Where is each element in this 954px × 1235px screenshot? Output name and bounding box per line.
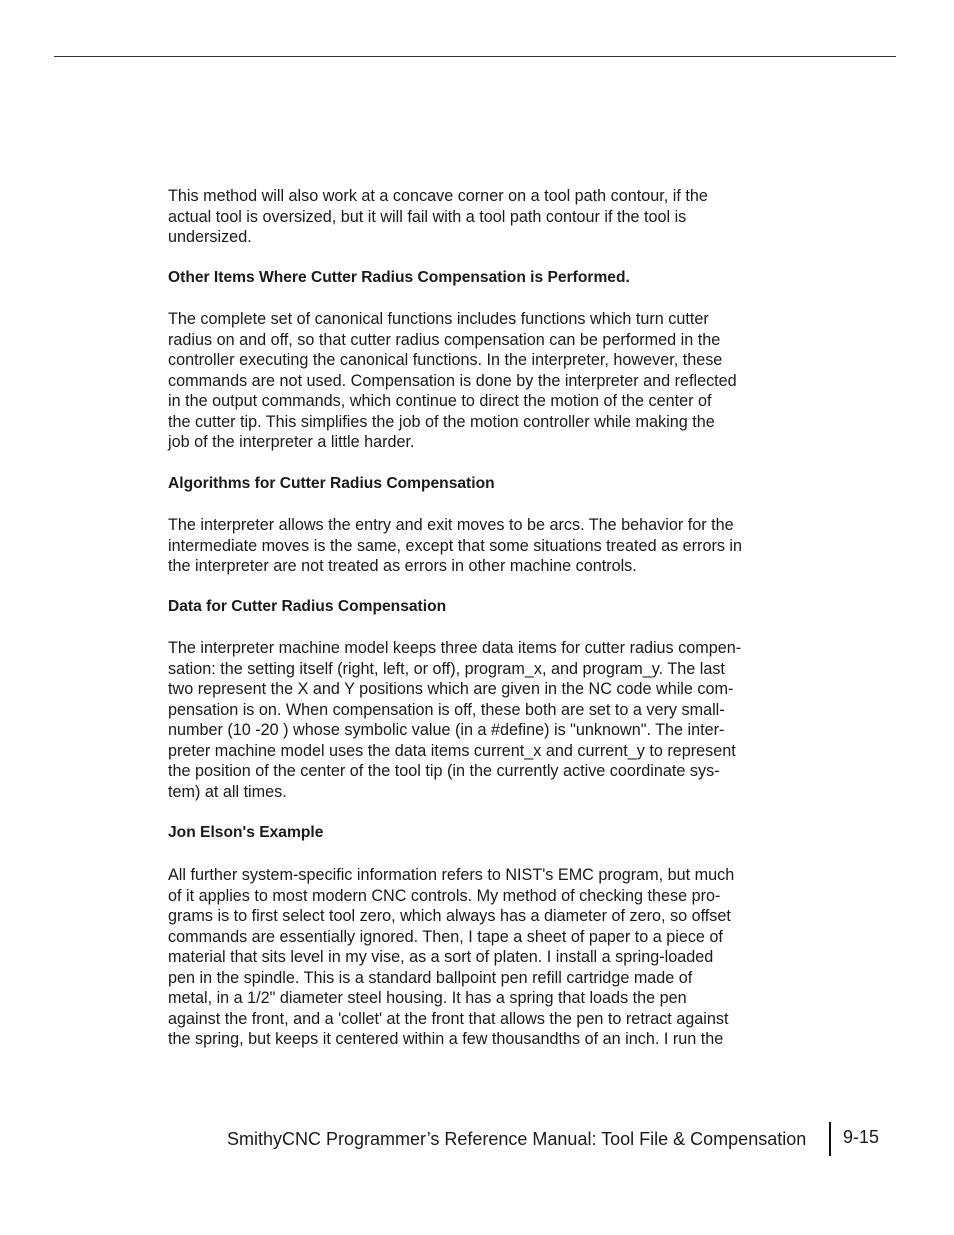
text-line: sation: the setting itself (right, left, or off), program_x, and program_y. The last <box>168 659 725 678</box>
heading-algorithms: Algorithms for Cutter Radius Compensation <box>168 475 495 492</box>
header-rule <box>54 56 896 57</box>
text-line: actual tool is oversized, but it will fail with a tool path contour if the tool is <box>168 207 687 226</box>
text-line: radius on and off, so that cutter radius compensation can be performed in the <box>168 330 721 349</box>
text-line: metal, in a 1/2" diameter steel housing. It has a spring that loads the pen <box>168 989 687 1007</box>
paragraph-concave-corner <box>168 186 708 248</box>
footer-divider <box>829 1122 831 1156</box>
page-number: 9-15 <box>843 1127 880 1147</box>
text-line: undersized. <box>168 228 252 246</box>
text-line: commands are essentially ignored. Then, I tape a sheet of paper to a piece of <box>168 927 723 946</box>
text-line: The complete set of canonical functions includes functions which turn cutter <box>168 310 709 328</box>
text-line: the interpreter are not treated as errors in other machine controls. <box>168 557 637 575</box>
text-line: two represent the X and Y positions which are given in the NC code while com- <box>168 680 734 698</box>
text-line: against the front, and a 'collet' at the front that allows the pen to retract against <box>168 1009 729 1028</box>
text-line: The interpreter machine model keeps three data items for cutter radius compen- <box>168 639 742 657</box>
text-line: The interpreter allows the entry and exit moves to be arcs. The behavior for the <box>168 516 734 534</box>
text-line: controller executing the canonical functions. In the interpreter, however, these <box>168 351 723 369</box>
paragraph-algorithms <box>168 515 742 577</box>
text-line: job of the interpreter a little harder. <box>168 433 415 451</box>
footer-title: SmithyCNC Programmer’s Reference Manual: Tool File & Compensation <box>227 1129 807 1149</box>
text-line: of it applies to most modern CNC controls. My method of checking these pro- <box>168 886 721 905</box>
heading-other-items: Other Items Where Cutter Radius Compensation is Performed. <box>168 269 630 286</box>
text-line: intermediate moves is the same, except that some situations treated as errors in <box>168 536 743 555</box>
text-line: pen in the spindle. This is a standard ballpoint pen refill cartridge made of <box>168 968 693 987</box>
text-line: the spring, but keeps it centered within a few thousandths of an inch. I run the <box>168 1030 724 1048</box>
heading-jon-elson: Jon Elson's Example <box>168 824 324 841</box>
text-line: the position of the center of the tool tip (in the currently active coordinate sys- <box>168 762 720 780</box>
text-line: preter machine model uses the data items current_x and current_y to represent <box>168 741 736 760</box>
text-line: pensation is on. When compensation is off, these both are set to a very small- <box>168 700 725 719</box>
heading-data: Data for Cutter Radius Compensation <box>168 598 447 615</box>
text-line: material that sits level in my vise, as a sort of platen. I install a spring-loaded <box>168 948 714 966</box>
text-line: number (10 -20 ) whose symbolic value (in a #define) is "unknown". The inter- <box>168 721 725 739</box>
text-line: the cutter tip. This simplifies the job of the motion controller while making the <box>168 412 715 431</box>
text-line: commands are not used. Compensation is done by the interpreter and reflected <box>168 371 737 390</box>
text-line: All further system-specific information refers to NIST's EMC program, but much <box>168 866 735 884</box>
text-line: in the output commands, which continue to direct the motion of the center of <box>168 392 712 410</box>
text-line: grams is to first select tool zero, which always has a diameter of zero, so offset <box>168 907 731 925</box>
paragraph-canonical-functions <box>168 309 737 453</box>
paragraph-jon-elson <box>168 865 734 1050</box>
paragraph-data <box>168 638 741 802</box>
text-line: tem) at all times. <box>168 782 287 801</box>
text-line: This method will also work at a concave corner on a tool path contour, if the <box>168 187 708 205</box>
